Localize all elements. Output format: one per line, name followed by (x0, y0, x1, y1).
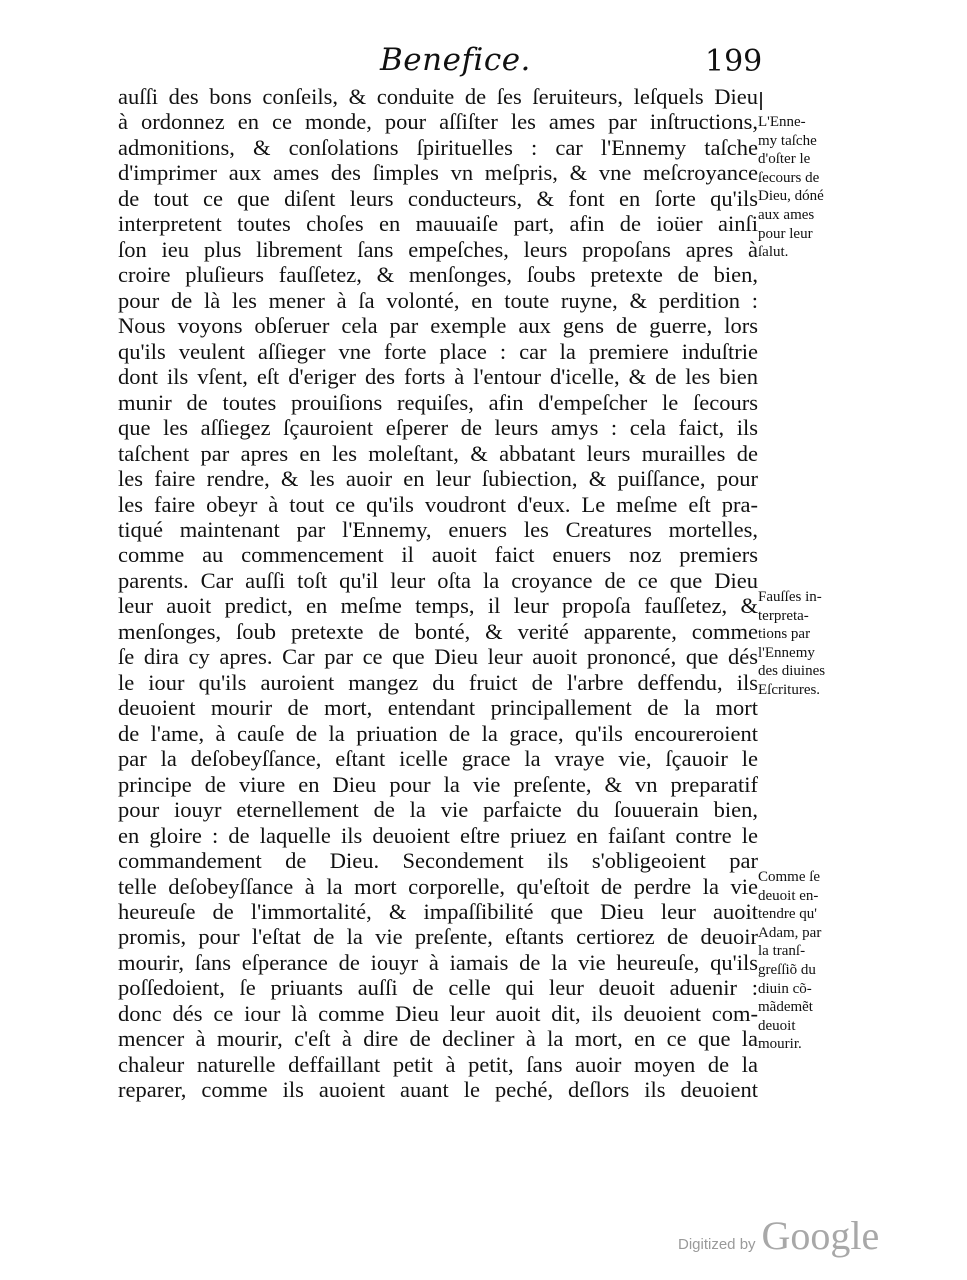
marginal-note-line: pour leur (758, 225, 813, 242)
page-number: 199 (705, 44, 763, 79)
main-text-block (118, 84, 758, 1103)
text-line: donc dés ce iour là comme Dieu leur auoit dit, ils deuoient com- (118, 1000, 758, 1026)
marginal-note-line: my taſche (758, 132, 817, 149)
text-line: tiqué maintenant par l'Ennemy, enuers les Creatures mortelles, (118, 516, 758, 542)
text-line: menſonges, ſoub pretexte de bonté, & verité apparente, comme (118, 618, 758, 644)
text-line: de l'ame, à cauſe de la priuation de la grace, qu'ils encoureroient (118, 720, 758, 746)
text-line: d'imprimer aux ames des ſimples vn meſpris, & vne meſcroyance (118, 160, 758, 186)
text-line: poſſedoient, ſe priuants auſſi de celle qui leur deuoit aduenir : (118, 975, 758, 1001)
text-line: chaleur naturelle deffaillant petit à petit, ſans auoir moyen de la (118, 1051, 758, 1077)
text-line: ſon ieu plus librement ſans empeſches, leurs propoſans apres à (118, 236, 758, 262)
text-line: qu'ils veulent aſſieger vne forte place : car la premiere induſtrie (118, 338, 758, 364)
text-line: heureuſe de l'immortalité, & impaſſibilité que Dieu leur auoit (118, 899, 758, 924)
marginal-note-line: mãdemẽt (758, 999, 813, 1016)
text-line: commandement de Dieu. Secondement ils s'obligeoient par (118, 848, 758, 874)
marginal-note-line: tions par (758, 626, 811, 643)
text-line: principe de viure en Dieu pour la vie preſente, & vn preparatif (118, 771, 758, 797)
text-line: munir de toutes prouiſions requiſes, afin d'empeſcher le ſecours (118, 389, 758, 415)
text-line: parents. Car auſſi toſt qu'il leur oſta la croyance de ce que Dieu (118, 567, 758, 593)
text-line: taſchent par apres en les moleſtant, & abbatant leurs murailles de (118, 440, 758, 466)
marginal-note-line: tendre qu' (758, 906, 817, 923)
marginal-note-line: greſſiõ du (758, 961, 816, 978)
text-line: leur auoit predict, en meſme temps, il leur propoſa fauſſetez, & (118, 593, 758, 619)
text-line: promis, pour l'eſtat de la vie preſente, eſtants certiorez de deuoir (118, 924, 758, 950)
marginal-note-line: Eſcritures. (758, 681, 821, 698)
marginal-note-line: L'Enne- (758, 114, 806, 130)
marginal-note-line: ſecours de (758, 169, 820, 186)
marginal-note-adam-mourir (758, 868, 844, 1054)
marginal-note-line: aux ames (758, 206, 815, 223)
marginal-note-line: deuoit (758, 1017, 796, 1034)
text-line: que les aſſiegez ſçauroient eſperer de leurs amys : cela faict, ils (118, 415, 758, 441)
text-line: en gloire : de laquelle ils deuoient eſtre priuez en faiſant contre le (118, 822, 758, 848)
text-line: pour de là les mener à ſa volonté, en toute ruyne, & perdition : (118, 287, 758, 313)
marginal-note-line: Comme ſe (758, 869, 821, 885)
marginal-note-line: l'Ennemy (758, 644, 815, 661)
text-line: pour iouyr eternellement de la vie parfaicte du ſouuerain bien, (118, 797, 758, 823)
text-line: comme au commencement il auoit faict enuers noz premiers (118, 542, 758, 568)
text-line: Nous voyons obſeruer cela par exemple aux gens de guerre, lors (118, 313, 758, 339)
text-line: admonitions, & conſolations ſpirituelles : car l'Ennemy taſche (118, 134, 758, 160)
running-title: Benefice. (380, 42, 531, 78)
text-line: le iour qu'ils auroient mangez du fruict de l'arbre deffendu, ils (118, 669, 758, 695)
google-logo: Google (761, 1213, 880, 1258)
text-line: auſſi des bons conſeils, & conduite de ſes ſeruiteurs, leſquels Dieu (118, 84, 758, 109)
text-line: deuoient mourir de mort, entendant principallement de la mort (118, 695, 758, 721)
text-line: les faire rendre, & les auoir en leur ſubiection, & puiſſance, pour (118, 466, 758, 492)
marginal-note-line: deuoit en- (758, 887, 819, 904)
text-line: reparer, comme ils auoient auant le peché, deſlors ils deuoient (118, 1077, 758, 1103)
marginal-note-fausses-interpretations (758, 588, 844, 700)
text-line: mencer à mourir, c'eſt à dire de decliner à la mort, en ce que la (118, 1026, 758, 1052)
digitization-credit (678, 1212, 879, 1259)
marginal-note-line: Dieu, dóné (758, 188, 824, 205)
text-line: de tout ce que diſent leurs conducteurs, & font en ſorte qu'ils (118, 185, 758, 211)
text-line: ſe dira cy apres. Car par ce que Dieu leur auoit prononcé, que dés (118, 644, 758, 670)
marginal-note-line: terpreta- (758, 607, 809, 624)
marginal-note-line: Adam, par (758, 924, 822, 941)
marginal-note-line: Fauſſes in- (758, 589, 822, 605)
marginal-note-line: des diuines (758, 663, 826, 680)
digitized-by-label: Digitized by (678, 1236, 756, 1253)
marginal-note-line: mourir. (758, 1036, 802, 1053)
marginal-note-line: d'oſter le (758, 151, 811, 168)
text-line: les faire obeyr à tout ce qu'ils voudront d'eux. Le meſme eſt pra- (118, 491, 758, 517)
margin-rule-mark (760, 92, 762, 110)
text-line: mourir, ſans eſperance de iouyr à iamais de la vie heureuſe, qu'ils (118, 949, 758, 975)
marginal-note-ennemy-secours (758, 113, 844, 262)
marginal-note-line: diuin cõ- (758, 980, 812, 997)
marginal-note-line: ſalut. (758, 244, 789, 261)
text-line: à ordonnez en ce monde, pour aſſiſter les ames par inſtructions, (118, 109, 758, 135)
text-line: croire pluſieurs fauſſetez, & menſonges, ſoubs pretexte de bien, (118, 262, 758, 288)
text-line: par la deſobeyſſance, eſtant icelle grace la vraye vie, ſçauoir le (118, 746, 758, 772)
text-line: interpretent toutes choſes en mauuaiſe part, afin de ioüer ainſi (118, 211, 758, 237)
marginal-note-line: la tranſ- (758, 943, 806, 960)
text-line: telle deſobeyſſance à la mort corporelle, qu'eſtoit de perdre la vie (118, 873, 758, 899)
text-line: dont ils vſent, eſt d'eriger des forts à l'entour d'icelle, & de les bien (118, 364, 758, 390)
